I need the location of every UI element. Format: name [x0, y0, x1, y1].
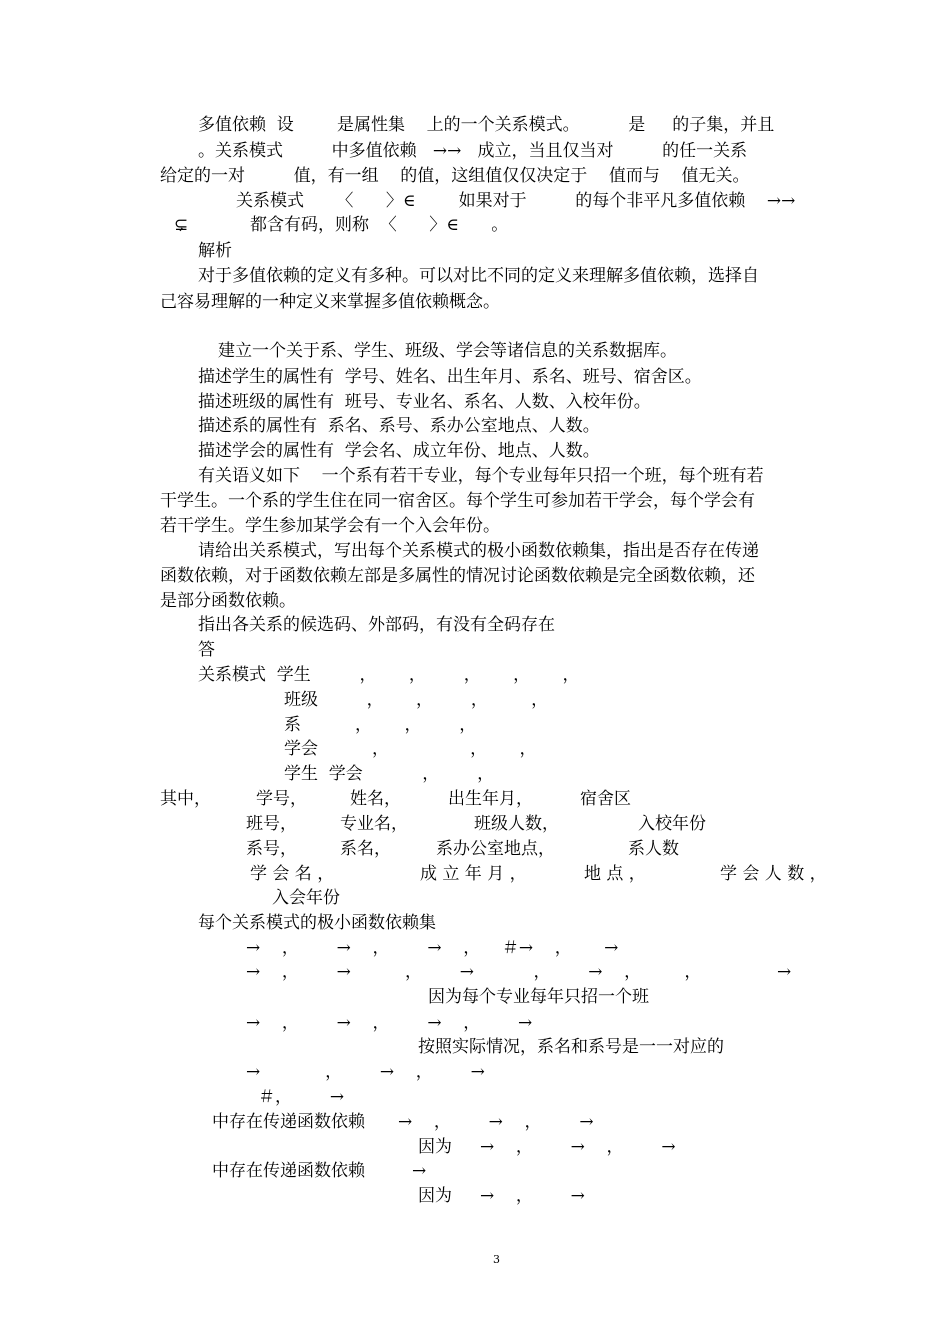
- semantics-line-1: 有关语义如下 一个系有若干专业，每个专业每年只招一个班，每个班有若: [198, 466, 764, 486]
- legend-dept-id: 系号，: [246, 839, 297, 859]
- not-subset-symbol: ⊊: [174, 215, 189, 235]
- answer-heading: 答: [198, 640, 215, 660]
- legend-society-name: 学 会 名 ，: [250, 864, 335, 884]
- mvd-definition-line-3: 给定的一对 值，有一组 的值，这组值仅仅决定于 值而与 值无关。: [160, 166, 750, 186]
- fd-class-note: 因为每个专业每年只招一个班: [428, 987, 649, 1007]
- question-line-4: 指出各关系的候选码、外部码，有没有全码存在: [198, 615, 555, 635]
- legend-student-id: 学号，: [256, 789, 307, 809]
- legend-dept-count: 系人数: [628, 839, 679, 859]
- fd-class: → ， → ， → ， → ， ， →: [246, 962, 792, 982]
- legend-dept-name: 系名，: [340, 839, 391, 859]
- schema-society: 学会 ， ， ，: [284, 739, 537, 759]
- schema-department: 系 ， ， ，: [284, 715, 477, 735]
- legend-class-size: 班级人数，: [474, 814, 559, 834]
- analysis-heading: 解析: [198, 241, 232, 261]
- legend-society-count: 学 会 人 数 ，: [720, 864, 827, 884]
- legend-class-id: 班号，: [246, 814, 297, 834]
- schema-class: 班级 ， ， ， ，: [284, 690, 549, 710]
- student-attributes: 描述学生的属性有 学号、姓名、出生年月、系名、班号、宿舍区。: [198, 367, 702, 387]
- question-line-2: 函数依赖，对于函数依赖左部是多属性的情况讨论函数依赖是完全函数依赖，还: [160, 566, 755, 586]
- question-line-1: 请给出关系模式，写出每个关系模式的极小函数依赖集，指出是否存在传递: [198, 541, 759, 561]
- fd-department-note: 按照实际情况，系名和系号是一一对应的: [418, 1037, 724, 1057]
- because-fd-2: → ， →: [480, 1186, 585, 1206]
- because-label-2: 因为: [418, 1186, 452, 1206]
- 4nf-definition-line-2: 都含有码，则称 〈 〉∈ 。: [250, 215, 509, 235]
- legend-enroll-year: 入校年份: [638, 814, 706, 834]
- 4nf-definition-line-1: 关系模式 〈 〉∈ 如果对于 的每个非平凡多值依赖 →→: [236, 191, 796, 211]
- min-fd-heading: 每个关系模式的极小函数依赖集: [198, 913, 436, 933]
- exercise-intro: 建立一个关于系、学生、班级、学会等诸信息的关系数据库。: [218, 341, 677, 361]
- schema-student: 关系模式 学生 ， ， ， ， ，: [198, 665, 580, 685]
- legend-join-year: 入会年份: [272, 888, 340, 908]
- semantics-line-3: 若干学生。学生参加某学会有一个入会年份。: [160, 516, 500, 536]
- legend-birth: 出生年月，: [448, 789, 533, 809]
- transitive-fd-1: → ， → ， →: [398, 1112, 594, 1132]
- legend-dorm: 宿舍区: [580, 789, 631, 809]
- because-label-1: 因为: [418, 1137, 452, 1157]
- legend-label: 其中，: [160, 789, 211, 809]
- fd-society: → ， → ， →: [246, 1062, 485, 1082]
- society-attributes: 描述学会的属性有 学会名、成立年份、地点、人数。: [198, 441, 600, 461]
- fd-student-society: ＃， →: [258, 1087, 345, 1107]
- legend-name: 姓名，: [350, 789, 401, 809]
- because-fd-1: → ， → ， →: [480, 1137, 676, 1157]
- page-number: 3: [493, 1253, 500, 1266]
- class-attributes: 描述班级的属性有 班号、专业名、系名、人数、入校年份。: [198, 392, 651, 412]
- mvd-definition-line-2: 。关系模式 中多值依赖 →→ 成立，当且仅当对 的任一关系: [198, 141, 748, 161]
- analysis-text-line-1: 对于多值依赖的定义有多种。可以对比不同的定义来理解多值依赖，选择自: [198, 266, 759, 286]
- legend-major: 专业名，: [340, 814, 408, 834]
- legend-location: 地 点 ，: [584, 864, 646, 884]
- legend-founded: 成 立 年 月 ，: [420, 864, 527, 884]
- transitive-label-2: 中存在传递函数依赖: [212, 1161, 365, 1181]
- fd-department: → ， → ， → ， →: [246, 1013, 533, 1033]
- semantics-line-2: 干学生。一个系的学生住在同一宿舍区。每个学生可参加若干学会，每个学会有: [160, 491, 755, 511]
- legend-dept-office: 系办公室地点，: [436, 839, 555, 859]
- question-line-3: 是部分函数依赖。: [160, 591, 296, 611]
- mvd-definition-line-1: 多值依赖 设 是属性集 上的一个关系模式。 是 的子集，并且: [198, 115, 775, 135]
- fd-student: → ， → ， → ， ＃→ ， →: [246, 938, 619, 958]
- transitive-fd-2: →: [412, 1161, 427, 1181]
- department-attributes: 描述系的属性有 系名、系号、系办公室地点、人数。: [198, 416, 600, 436]
- analysis-text-line-2: 己容易理解的一种定义来掌握多值依赖概念。: [160, 292, 500, 312]
- schema-student-society: 学生 学会 ， ，: [284, 764, 495, 784]
- transitive-label-1: 中存在传递函数依赖: [212, 1112, 365, 1132]
